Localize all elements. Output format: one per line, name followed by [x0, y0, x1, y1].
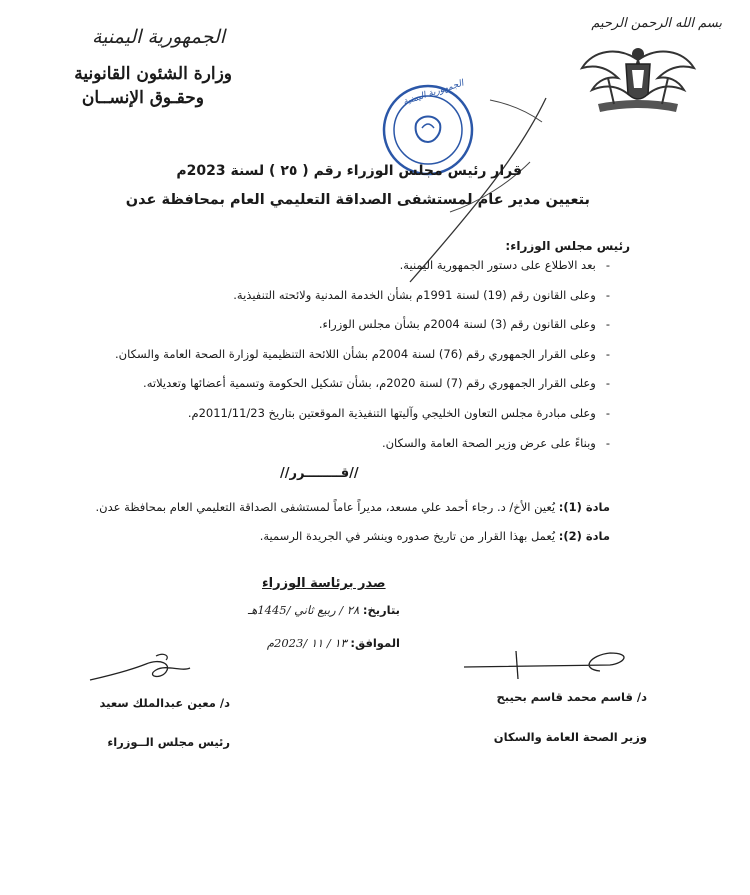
provisions-list [115, 251, 610, 458]
gregorian-value: ١٣ / ١١ /2023م [266, 636, 347, 650]
hijri-label: بتاريخ: [362, 603, 400, 617]
gregorian-date [240, 636, 400, 650]
provision-item [115, 251, 610, 281]
hijri-date [240, 603, 400, 617]
signatory-left-name: د/ معين عبدالملك سعيد [99, 696, 230, 710]
provision-item [115, 429, 610, 459]
signatory-right-name: د/ قاسم محمد قاسم بحيبح [496, 690, 647, 704]
bismillah: بسم الله الرحمن الرحيم [591, 16, 722, 31]
ministry-line-1: وزارة الشئون القانونية [74, 64, 232, 84]
bullet-dash: - [605, 258, 610, 272]
provision-item [115, 281, 610, 311]
provision-text: بعد الاطلاع على دستور الجمهورية اليمنية. [399, 258, 596, 272]
country-name: الجمهورية اليمنية [91, 26, 225, 48]
provision-text: وبناءً على عرض وزير الصحة العامة والسكان. [381, 435, 596, 450]
bullet-dash: - [605, 317, 610, 332]
article-text: يُعين الأخ/ د. رجاء أحمد علي مسعد، مديراً عاماً لمستشفى الصداقة التعليمي العام بمحافظة عدن. [95, 500, 556, 514]
yemen-emblem [578, 38, 698, 118]
provision-text: وعلى القانون رقم (19) لسنة 1991م بشأن الخدمة المدنية ولائحته التنفيذية. [233, 287, 596, 302]
article-1 [96, 500, 610, 514]
bullet-dash: - [605, 405, 610, 420]
ministry-line-2: وحقـوق الإنســان [81, 88, 204, 108]
signature-right [460, 645, 640, 685]
bullet-dash: - [605, 287, 610, 302]
signatory-right-title: وزير الصحة العامة والسكان [493, 730, 647, 744]
bullet-dash: - [605, 346, 610, 361]
bullet-dash: - [605, 435, 610, 450]
issued-at: صدر برئاسة الوزراء [262, 576, 386, 591]
signatory-left-title: رئيس مجلس الــوزراء [107, 735, 230, 749]
provision-text: وعلى القرار الجمهوري رقم (7) لسنة 2020م، بشأن تشكيل الحكومة وتسمية أعضائها وتعديلاته. [143, 376, 596, 391]
decree-subtitle: بتعيين مدير عام لمستشفى الصداقة التعليمي العام بمحافظة عدن [125, 192, 590, 208]
provision-text: وعلى مبادرة مجلس التعاون الخليجي وآليتها التنفيذية الموقعتين بتاريخ 2011/11/23م. [187, 405, 596, 420]
article-2 [260, 529, 610, 543]
provision-text: وعلى القانون رقم (3) لسنة 2004م بشأن مجلس الوزراء. [318, 317, 596, 332]
provision-item [115, 310, 610, 340]
article-label: مادة (1): [558, 500, 610, 514]
hijri-value: ٢٨ / ربيع ثاني /1445هـ [247, 603, 360, 617]
bullet-dash: - [605, 376, 610, 391]
gregorian-label: الموافق: [350, 636, 400, 650]
provision-item [115, 369, 610, 399]
stamp-text: الجمهورية اليمنية [401, 78, 466, 108]
decides-heading: //قــــــــرر// [280, 466, 359, 481]
signature-left [86, 650, 206, 690]
provision-item [115, 399, 610, 429]
provision-item [115, 340, 610, 370]
decree-title: قرار رئيس مجلس الوزراء رقم ( ٢٥ ) لسنة 2023م [176, 163, 522, 179]
provision-text: وعلى القرار الجمهوري رقم (76) لسنة 2004م بشأن اللائحة التنظيمية لوزارة الصحة العامة والسكان. [115, 346, 596, 361]
article-text: يُعمل بهذا القرار من تاريخ صدوره وينشر في الجريدة الرسمية. [259, 529, 556, 543]
preamble-heading: رئيس مجلس الوزراء: [505, 239, 630, 253]
article-label: مادة (2): [558, 529, 610, 543]
